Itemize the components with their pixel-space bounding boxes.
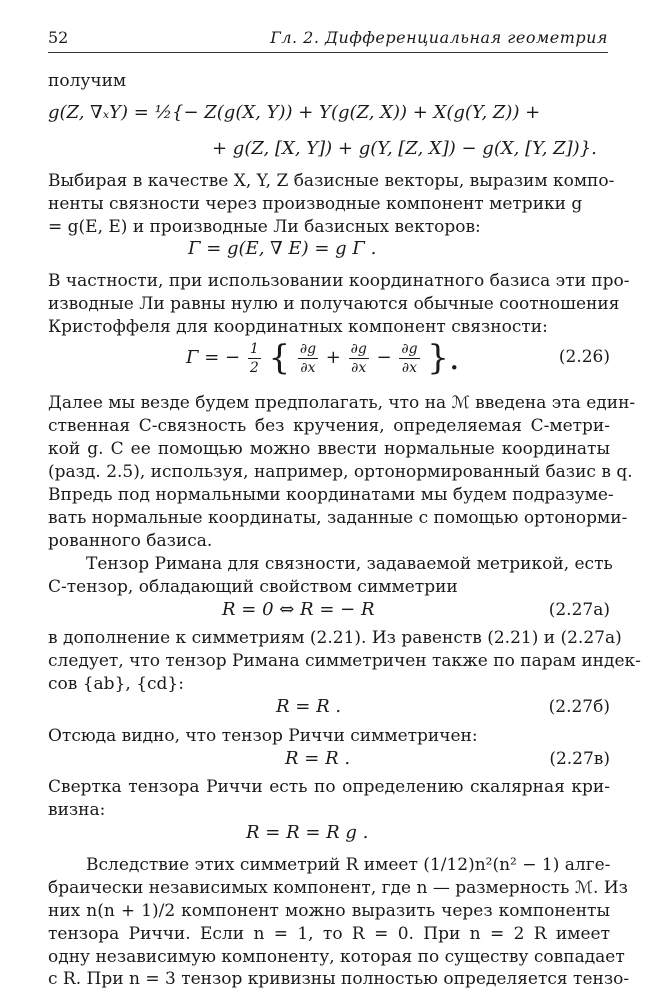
text-line: C-тензор, обладающий свойством симметрии: [48, 577, 458, 597]
running-title: Гл. 2. Дифференциальная геометрия: [270, 28, 608, 47]
page-number: 52: [48, 28, 69, 47]
fraction-2: $\frac{\partial g}{\partial x}$: [350, 340, 367, 376]
equation-5: R = R .: [276, 696, 342, 717]
text-line: Свертка тензора Риччи есть по определению скалярная кри-: [48, 777, 610, 797]
text-line: кой g. С ее помощью можно ввести нормальные координаты: [48, 439, 610, 459]
page-header: [48, 28, 608, 53]
equation-7: R = R = R g .: [246, 822, 369, 843]
text-line: Вследствие этих симметрий R имеет (1/12)n²(n² − 1) алге-: [86, 855, 611, 875]
text-line: визна:: [48, 800, 106, 820]
fraction-half: $\frac{1}{2}$: [249, 340, 259, 376]
fraction-1: $\frac{\partial g}{\partial x}$: [299, 340, 317, 376]
fraction-3: $\frac{\partial g}{\partial x}$: [401, 340, 418, 376]
equation-4: R = 0 ⇔ R = − R: [222, 599, 375, 620]
text-line: следует, что тензор Римана симметричен также по парам индек-: [48, 651, 641, 671]
text-line: Впредь под нормальными координатами мы будем подразуме-: [48, 485, 614, 505]
equation-3-lhs: Γ = −: [186, 347, 241, 368]
equation-number: (2.27в): [549, 749, 610, 769]
text-line: ненты связности через производные компонент метрики g: [48, 194, 583, 214]
text-line: Далее мы везде будем предполагать, что на ℳ введена эта един-: [48, 393, 636, 413]
text-line: ственная C-связность без кручения, определяемая C-метри-: [48, 416, 610, 436]
text-line: в дополнение к симметриям (2.21). Из равенств (2.21) и (2.27а): [48, 628, 622, 648]
text-line: одну независимую компоненту, которая по существу совпадает: [48, 947, 625, 967]
text-line: них n(n + 1)/2 компонент можно выразить через компоненты: [48, 901, 610, 921]
text-line: Тензор Римана для связности, задаваемой метрикой, есть: [86, 554, 613, 574]
text-line: Отсюда видно, что тензор Риччи симметричен:: [48, 726, 478, 746]
text-line: вать нормальные координаты, заданные с помощью ортонорми-: [48, 508, 628, 528]
text-line: рованного базиса.: [48, 531, 213, 551]
equation-number: (2.26): [558, 347, 610, 367]
equation-number: (2.27а): [548, 600, 610, 620]
text-line: тензора Риччи. Если n = 1, то R = 0. При n = 2 R имеет: [48, 924, 610, 944]
equation-2: Γ = g(E, ∇ E) = g Γ .: [188, 238, 377, 259]
text-line: с R. При n = 3 тензор кривизны полностью определяется тензо-: [48, 969, 630, 989]
text-line: (разд. 2.5), используя, например, ортонормированный базис в q.: [48, 462, 633, 482]
text-line: = g(E, E) и производные Ли базисных векторов:: [48, 217, 481, 237]
text-line: браически независимых компонент, где n — размерность ℳ. Из: [48, 878, 628, 898]
text-line: сов {ab}, {cd}:: [48, 674, 184, 694]
text-line: В частности, при использовании координатного базиса эти про-: [48, 271, 630, 291]
text-line: Выбирая в качестве X, Y, Z базисные векторы, выразим компо-: [48, 171, 615, 191]
text-line: Кристоффеля для координатных компонент связности:: [48, 317, 548, 337]
equation-1b: + g(Z, [X, Y]) + g(Y, [Z, X]) − g(X, [Y, Z])}.: [212, 138, 597, 159]
brace-open: {: [268, 338, 291, 378]
brace-close: }.: [427, 338, 460, 378]
text-line: изводные Ли равны нулю и получаются обычные соотношения: [48, 294, 620, 314]
equation-christoffel: Γ = − $\frac{1}{2}$ { $\frac{\partial g}{\partial x}$ + $\frac{\partial g}{\partial x}$ − $\frac{\partial g}{\partial x}$ }.: [186, 338, 460, 378]
equation-number: (2.27б): [548, 697, 610, 717]
equation-1a: g(Z, ∇ₓY) = ½{− Z(g(X, Y)) + Y(g(Z, X)) + X(g(Y, Z)) +: [48, 102, 541, 123]
text-line: получим: [48, 71, 127, 91]
equation-6: R = R .: [285, 748, 351, 769]
